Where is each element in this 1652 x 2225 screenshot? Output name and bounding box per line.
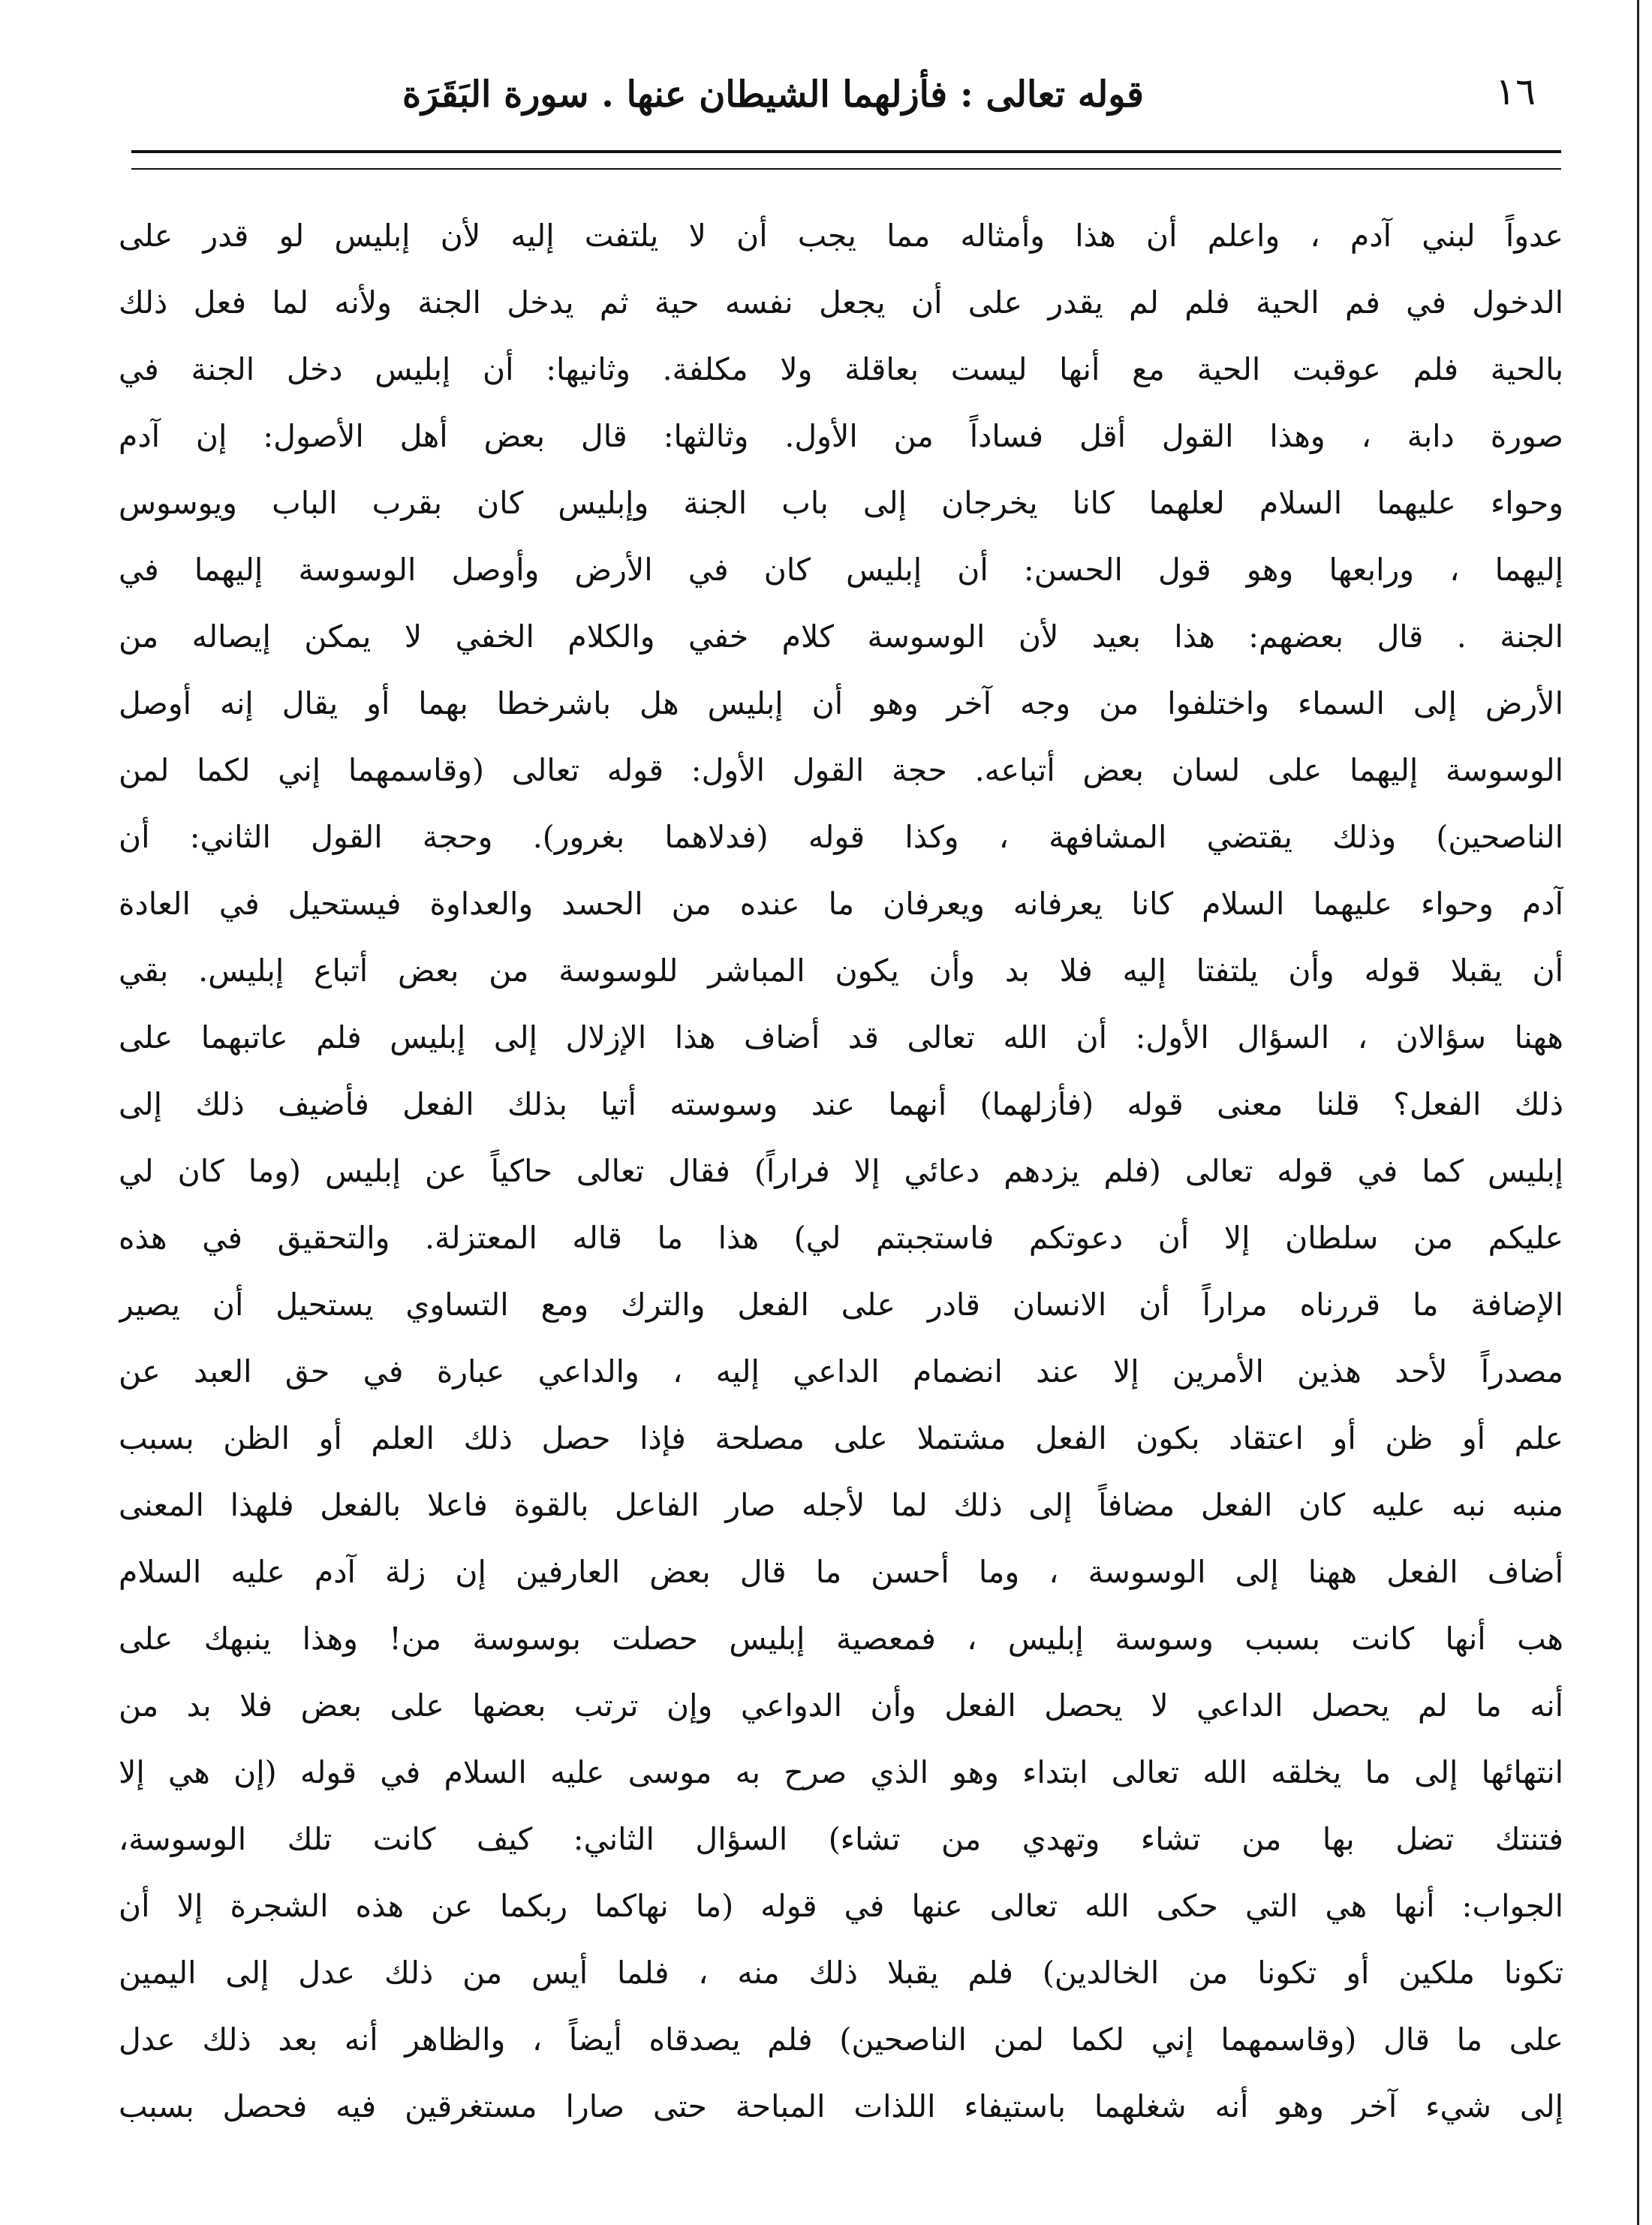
text-line: إبليس كما في قوله تعالى (فلم يزدهم دعائي إلا فراراً) فقال تعالى حاكياً عن إبليس (وما كان لي: [119, 1153, 1563, 1189]
text-line: عدواً لبني آدم ، واعلم أن هذا وأمثاله مما يجب أن لا يلتفت إليه لأن إبليس لو قدر على: [119, 218, 1563, 254]
text-line: الناصحين) وذلك يقتضي المشافهة ، وكذا قوله (فدلاهما بغرور). وحجة القول الثاني: أن: [119, 819, 1563, 855]
text-line: إلى شيء آخر وهو أنه شغلهما باستيفاء اللذات المباحة حتى صارا مستغرقين فيه فحصل بسبب: [119, 2088, 1563, 2124]
text-line: بالحية فلم عوقبت الحية مع أنها ليست بعاقلة ولا مكلفة. وثانيها: أن إبليس دخل الجنة في: [119, 351, 1563, 387]
text-line: وحواء عليهما السلام لعلهما كانا يخرجان إلى باب الجنة وإبليس كان بقرب الباب ويوسوس: [119, 485, 1563, 521]
text-line: الوسوسة إليهما على لسان بعض أتباعه. حجة القول الأول: قوله تعالى (وقاسمهما إني لكما لمن: [119, 752, 1563, 788]
text-line: أن يقبلا قوله وأن يلتفتا إليه فلا بد وأن يكون المباشر للوسوسة من بعض أتباع إبليس. بقي: [119, 953, 1563, 989]
text-line: الأرض إلى السماء واختلفوا من وجه آخر وهو أن إبليس هل باشرخطا بهما أو يقال إنه أوصل: [119, 685, 1563, 721]
text-line: آدم وحواء عليهما السلام كانا يعرفانه ويعرفان ما عنده من الحسد والعداوة فيستحيل في العادة: [119, 886, 1563, 922]
text-line: على ما قال (وقاسمهما إني لكما لمن الناصحين) فلم يصدقاه أيضاً ، والظاهر أنه بعد ذلك عدل: [119, 2022, 1563, 2058]
text-line: فتنتك تضل بها من تشاء وتهدي من تشاء) السؤال الثاني: كيف كانت تلك الوسوسة،: [119, 1821, 1563, 1857]
text-line: انتهائها إلى ما يخلقه الله تعالى ابتداء وهو الذي صرح به موسى عليه السلام في قوله (إن هي إلا: [119, 1754, 1563, 1790]
running-title: قوله تعالى : فأزلهما الشيطان عنها . سورة البَقَرَة: [402, 74, 1144, 116]
header-rule-bottom: [131, 168, 1561, 170]
body-text: [119, 203, 1563, 2140]
page-number: ١٦: [1495, 70, 1536, 113]
text-line: أنه ما لم يحصل الداعي لا يحصل الفعل وأن الدواعي وإن ترتب بعضها على بعض فلا بد من: [119, 1688, 1563, 1724]
text-line: أضاف الفعل ههنا إلى الوسوسة ، وما أحسن ما قال بعض العارفين إن زلة آدم عليه السلام: [119, 1554, 1563, 1590]
text-line: هب أنها كانت بسبب وسوسة إبليس ، فمعصية إبليس حصلت بوسوسة من! وهذا ينبهك على: [119, 1621, 1563, 1657]
header-rule-top: [131, 150, 1561, 153]
text-line: الجنة . قال بعضهم: هذا بعيد لأن الوسوسة كلام خفي والكلام الخفي لا يمكن إيصاله من: [119, 619, 1563, 655]
text-line: علم أو ظن أو اعتقاد بكون الفعل مشتملا على مصلحة فإذا حصل ذلك العلم أو الظن بسبب: [119, 1420, 1563, 1456]
text-line: الإضافة ما قررناه مراراً أن الانسان قادر على الفعل والترك ومع التساوي يستحيل أن يصير: [119, 1287, 1563, 1323]
text-line: ذلك الفعل؟ قلنا معنى قوله (فأزلهما) أنهما عند وسوسته أتيا بذلك الفعل فأضيف ذلك إلى: [119, 1086, 1563, 1122]
text-line: إليهما ، ورابعها وهو قول الحسن: أن إبليس كان في الأرض وأوصل الوسوسة إليهما في: [119, 552, 1563, 588]
text-line: مصدراً لأحد هذين الأمرين إلا عند انضمام الداعي إليه ، والداعي عبارة في حق العبد عن: [119, 1353, 1563, 1389]
text-line: الجواب: أنها هي التي حكى الله تعالى عنها في قوله (ما نهاكما ربكما عن هذه الشجرة إلا أن: [119, 1888, 1563, 1924]
text-line: تكونا ملكين أو تكونا من الخالدين) فلم يقبلا ذلك منه ، فلما أيس من ذلك عدل إلى اليمين: [119, 1955, 1563, 1991]
text-line: منبه نبه عليه كان الفعل مضافاً إلى ذلك لما لأجله صار الفاعل بالقوة فاعلا بالفعل فلهذا المعنى: [119, 1487, 1563, 1523]
text-line: الدخول في فم الحية فلم لم يقدر على أن يجعل نفسه حية ثم يدخل الجنة ولأنه لما فعل ذلك: [119, 285, 1563, 321]
text-line: ههنا سؤالان ، السؤال الأول: أن الله تعالى قد أضاف هذا الإزلال إلى إبليس فلم عاتبهما على: [119, 1019, 1563, 1055]
text-line: عليكم من سلطان إلا أن دعوتكم فاستجبتم لي) هذا ما قاله المعتزلة. والتحقيق في هذه: [119, 1220, 1563, 1256]
text-line: صورة دابة ، وهذا القول أقل فساداً من الأول. وثالثها: قال بعض أهل الأصول: إن آدم: [119, 418, 1563, 454]
scan-edge-line: [1637, 0, 1639, 2225]
